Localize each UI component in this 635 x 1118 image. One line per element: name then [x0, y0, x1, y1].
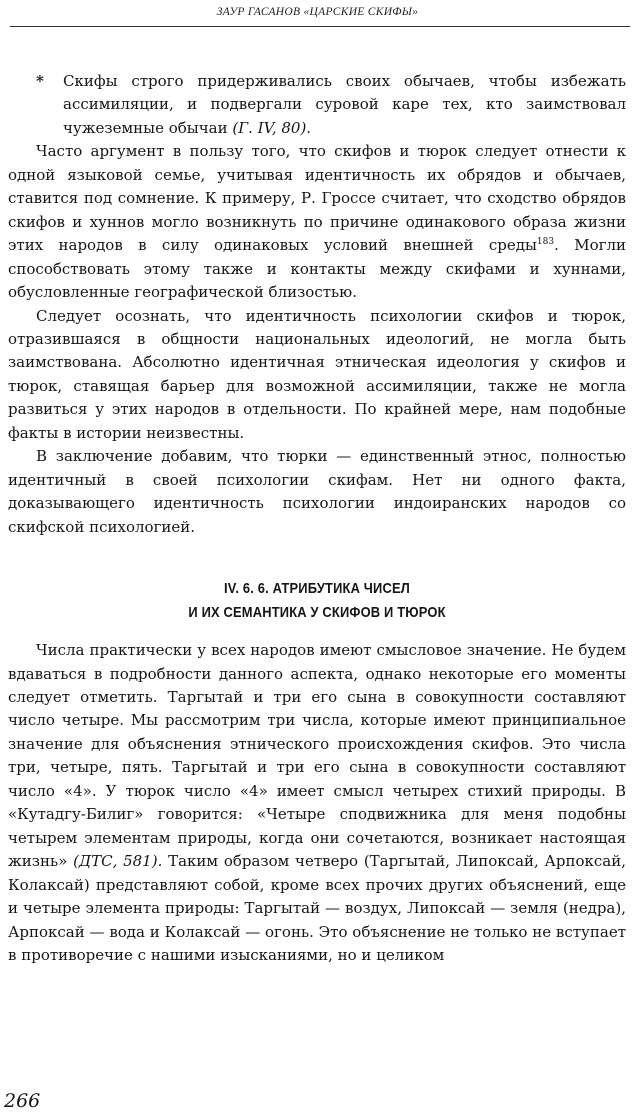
- section-paragraph-text: Числа практически у всех народов имеют смысловое значение. Не будем вдаваться в подробности данного аспекта, однако некоторые его моменты следует отметить. Таргытай и три его сына в совокупности составляют число четыре. Мы рассмотрим три числа, которые имеют принципиальное значение для объяснения этнического происхождения скифов. Это числа три, четыре, пять. Таргытай и три его сына в совокупности составляют число «4». У тюрок число «4» имеет смысл четырех стихий природы. В «Кутадгу-Билиг» говорится: «Четыре сподвижника для меня подобны четырем элементам природы, когда они сочетаются, возникает настоящая жизнь»: [8, 641, 626, 871]
- section-paragraph-tail: Таким образом четверо (Таргытай, Липоксай, Арпоксай, Колаксай) представляют собой, кроме всех прочих других объяснений, еще и четыре элемента природы: Таргытай — воздух, Липоксай — земля (недра), Арпоксай — вода и Колаксай — огонь. Это объяснение не только не вступает в противоречие с нашими изысканиями, но и целиком: [8, 852, 626, 964]
- note-marker: *: [36, 72, 44, 90]
- paragraph-1-tail: . Могли способствовать этому также и контакты между скифами и хуннами, обусловленные географической близостью.: [8, 236, 626, 302]
- paragraph-3: В заключение добавим, что тюрки — единственный этнос, полностью идентичный в своей психологии скифам. Нет ни одного факта, доказывающего идентичность психологии индоиранских народов со скифской психологией.: [8, 447, 626, 536]
- paragraph-1: [8, 140, 626, 304]
- paragraph-1-text: Часто аргумент в пользу того, что скифов и тюрок следует отнести к одной языковой семье, учитывая идентичность их обрядов и обычаев, ставится под сомнение. К примеру, Р. Гроссе считает, что сходство обрядов скифов и хуннов могло возникнуть по причине одинакового образа жизни этих народов в силу одинаковых условий внешней среды: [8, 142, 626, 255]
- header-rule: [10, 26, 630, 27]
- note-citation: (Г. IV, 80).: [232, 118, 312, 137]
- paragraph-2: Следует осознать, что идентичность психологии скифов и тюрок, отразившаяся в общности национальных идеологий, не могла быть заимствована. Абсолютно идентичная этническая идеология у скифов и тюрок, ставящая барьер для возможной ассимиляции, также не могла развиться у этих народов в отдельности. По крайней мере, нам подобные факты в истории неизвестны.: [8, 306, 626, 442]
- section-title: [51, 577, 582, 625]
- section-paragraph: [8, 639, 626, 967]
- page-body: [8, 70, 626, 967]
- footnote-ref: 183: [536, 237, 555, 248]
- section-title-line-2: И ИХ СЕМАНТИКА У СКИФОВ И ТЮРОК: [188, 604, 446, 622]
- running-head: ЗАУР ГАСАНОВ «ЦАРСКИЕ СКИФЫ»: [216, 6, 419, 18]
- note-text: Скифы строго придерживались своих обычаев, чтобы избежать ассимиляции, и подвергали суровой каре тех, кто заимствовал чужеземные обычаи: [63, 72, 626, 137]
- page-number: 266: [4, 1090, 41, 1112]
- section-title-line-1: IV. 6. 6. АТРИБУТИКА ЧИСЕЛ: [224, 580, 410, 598]
- asterisk-note: [8, 70, 626, 140]
- section-citation: (ДТС, 581).: [73, 852, 163, 871]
